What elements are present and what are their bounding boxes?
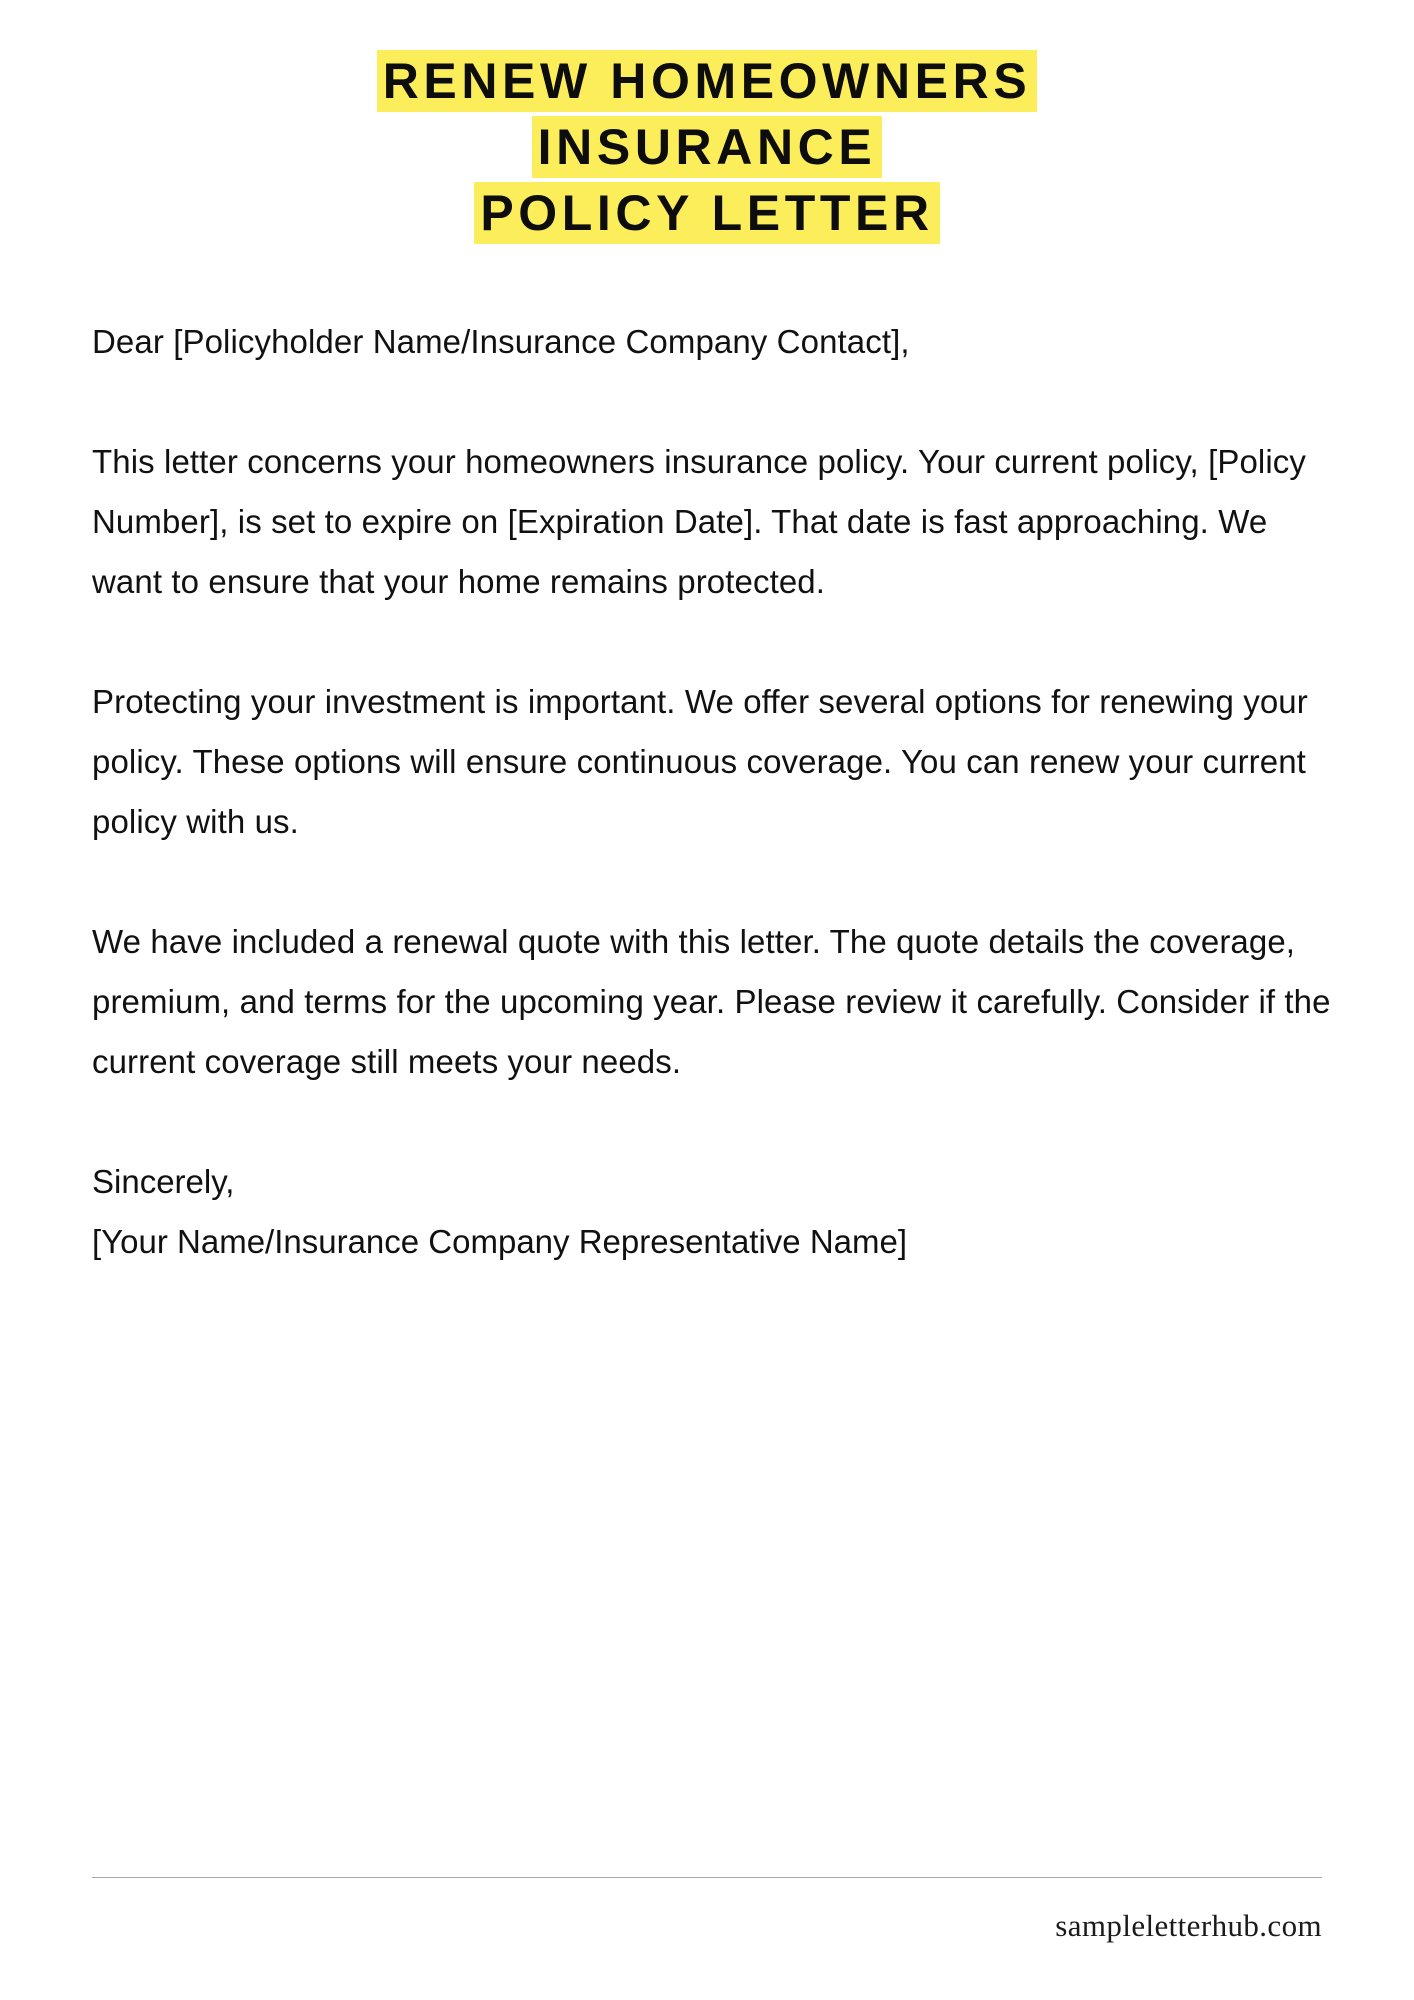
footer-divider <box>92 1877 1322 1878</box>
title-wrap <box>207 48 1207 246</box>
closing-salutation: Sincerely, <box>92 1163 235 1200</box>
letter-title-block <box>0 0 1414 246</box>
body-paragraph-2: Protecting your investment is important. We offer several options for renewing your policy. These options will ensure continuous coverage. You can renew your current policy with us. <box>92 683 1308 840</box>
letter-body <box>0 312 1414 2000</box>
page-footer <box>92 1877 1322 1944</box>
footer-website-url: sampleletterhub.com <box>1055 1908 1322 1943</box>
signature-block <box>92 1152 1336 1272</box>
signature-name: [Your Name/Insurance Company Representative Name] <box>92 1223 908 1260</box>
body-paragraph-1: This letter concerns your homeowners insurance policy. Your current policy, [Policy Number], is set to expire on [Expiration Date]. That date is fast approaching. We want to ensure that your home remains protected. <box>92 443 1306 600</box>
page-title-line-2: POLICY LETTER <box>474 182 939 244</box>
page-title-line-1: RENEW HOMEOWNERS INSURANCE <box>377 50 1038 178</box>
salutation: Dear [Policyholder Name/Insurance Company Contact], <box>92 323 910 360</box>
body-paragraph-3: We have included a renewal quote with this letter. The quote details the coverage, premium, and terms for the upcoming year. Please review it carefully. Consider if the current coverage still meets your needs. <box>92 923 1331 1080</box>
